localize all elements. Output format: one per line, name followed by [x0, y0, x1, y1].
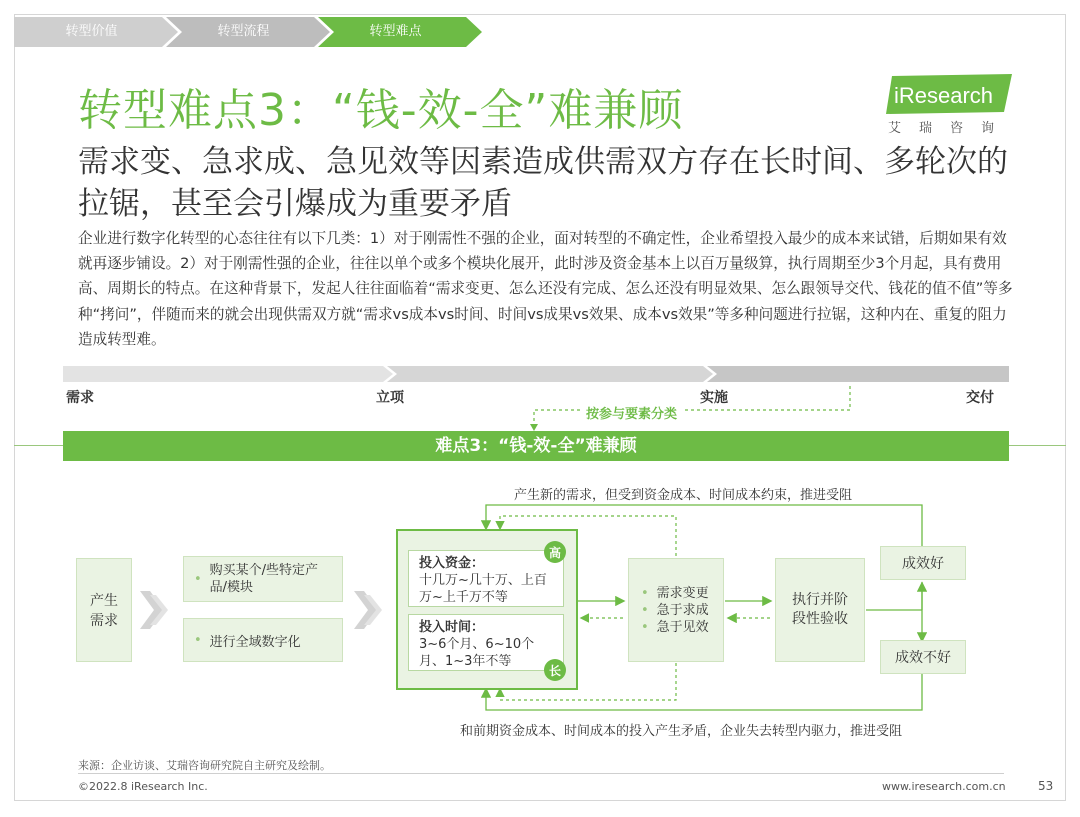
bullet-icon: •	[194, 571, 202, 587]
start-demand-box: 产生 需求	[76, 558, 132, 662]
issue-item: • 需求变更	[641, 586, 709, 601]
stage-deliver: 交付	[966, 390, 994, 406]
nav-tab-difficulty[interactable]: 转型难点	[369, 24, 422, 39]
chevron-right-icon	[140, 591, 172, 629]
difficulty-banner: 难点3：“钱-效-全”难兼顾	[63, 431, 1009, 461]
page-title: 转型难点3：“钱-效-全”难兼顾	[78, 85, 684, 136]
stage-implement: 实施	[700, 390, 728, 406]
invest-time-text: 3~6个月、6~10个月、1~3年不等	[419, 637, 535, 669]
invest-money-box	[408, 550, 564, 607]
stage-approval: 立项	[376, 390, 404, 406]
source-note: 来源：企业访谈、艾瑞咨询研究院自主研究及绘制。	[78, 759, 331, 772]
copyright: ©2022.8 iResearch Inc.	[78, 780, 208, 793]
outcome-good-box: 成效好	[880, 546, 966, 580]
outcome-bad-box: 成效不好	[880, 640, 966, 674]
body-paragraph: 企业进行数字化转型的心态往往有以下几类：1）对于刚需性不强的企业，面对转型的不确定性，企业希望投入最少的成本来试错，后期如果有效就再逐步铺设。2）对于刚需性强的企业，往往以单个或多个模块化展开，此时涉及资金基本上以百万量级算，执行周期至少3个月起，具有费用高、周期长的特点。在这种背景下，发起人往往面临着“需求变更、怎么还没有完成、怎么还没有明显效果、怎么跟领导交代、钱花的值不值”等多种“拷问”，伴随而来的就会出现供需双方就“需求vs成本vs时间、时间vs成果vs效果、成本vs效果”等多种问题进行拉锯，这种内在、重复的阻力造成转型难。	[78, 230, 1013, 348]
logo-subtitle: 艾瑞咨询	[888, 121, 1013, 136]
nav-tab-value[interactable]: 转型价值	[65, 24, 118, 39]
option-text-full: 进行全域数字化	[209, 634, 301, 650]
stage-check-box: 执行并阶段性验收	[775, 558, 865, 662]
logo-text: iResearch	[894, 83, 994, 108]
chevron-right-icon	[354, 591, 386, 629]
bullet-icon: •	[641, 603, 649, 618]
bottom-feedback-note: 和前期资金成本、时间成本的投入产生矛盾，企业失去转型内驱力，推进受阻	[460, 724, 903, 739]
bullet-icon: •	[641, 586, 649, 601]
page-subtitle: 需求变、急求成、急见效等因素造成供需双方存在长时间、多轮次的拉锯，甚至会引爆成为重要矛盾	[78, 144, 1008, 222]
classify-label: 按参与要素分类	[580, 403, 683, 422]
bullet-icon: •	[641, 620, 649, 635]
issue-item: • 急于求成	[641, 603, 709, 618]
invest-time-box	[408, 614, 564, 671]
issue-item: • 急于见效	[641, 620, 709, 635]
option-box-full	[183, 618, 343, 662]
high-badge: 高	[544, 541, 566, 563]
option-text-module: 购买某个/些特定产品/模块	[209, 563, 319, 595]
option-box-module	[183, 556, 343, 602]
footer-divider	[78, 773, 1004, 774]
website-link[interactable]: www.iresearch.com.cn	[882, 780, 1006, 793]
page-number: 53	[1038, 779, 1054, 793]
nav-tab-process[interactable]: 转型流程	[217, 24, 270, 39]
invest-time-title: 投入时间：	[419, 620, 485, 635]
long-badge: 长	[544, 659, 566, 681]
stage-demand: 需求	[66, 390, 94, 406]
invest-money-title: 投入资金：	[419, 556, 485, 571]
top-feedback-note: 产生新的需求，但受到资金成本、时间成本约束，推进受阻	[514, 488, 853, 503]
issues-box	[628, 558, 724, 662]
bullet-icon: •	[194, 632, 202, 648]
invest-money-text: 十几万~几十万、上百万~上千万不等	[419, 573, 547, 605]
